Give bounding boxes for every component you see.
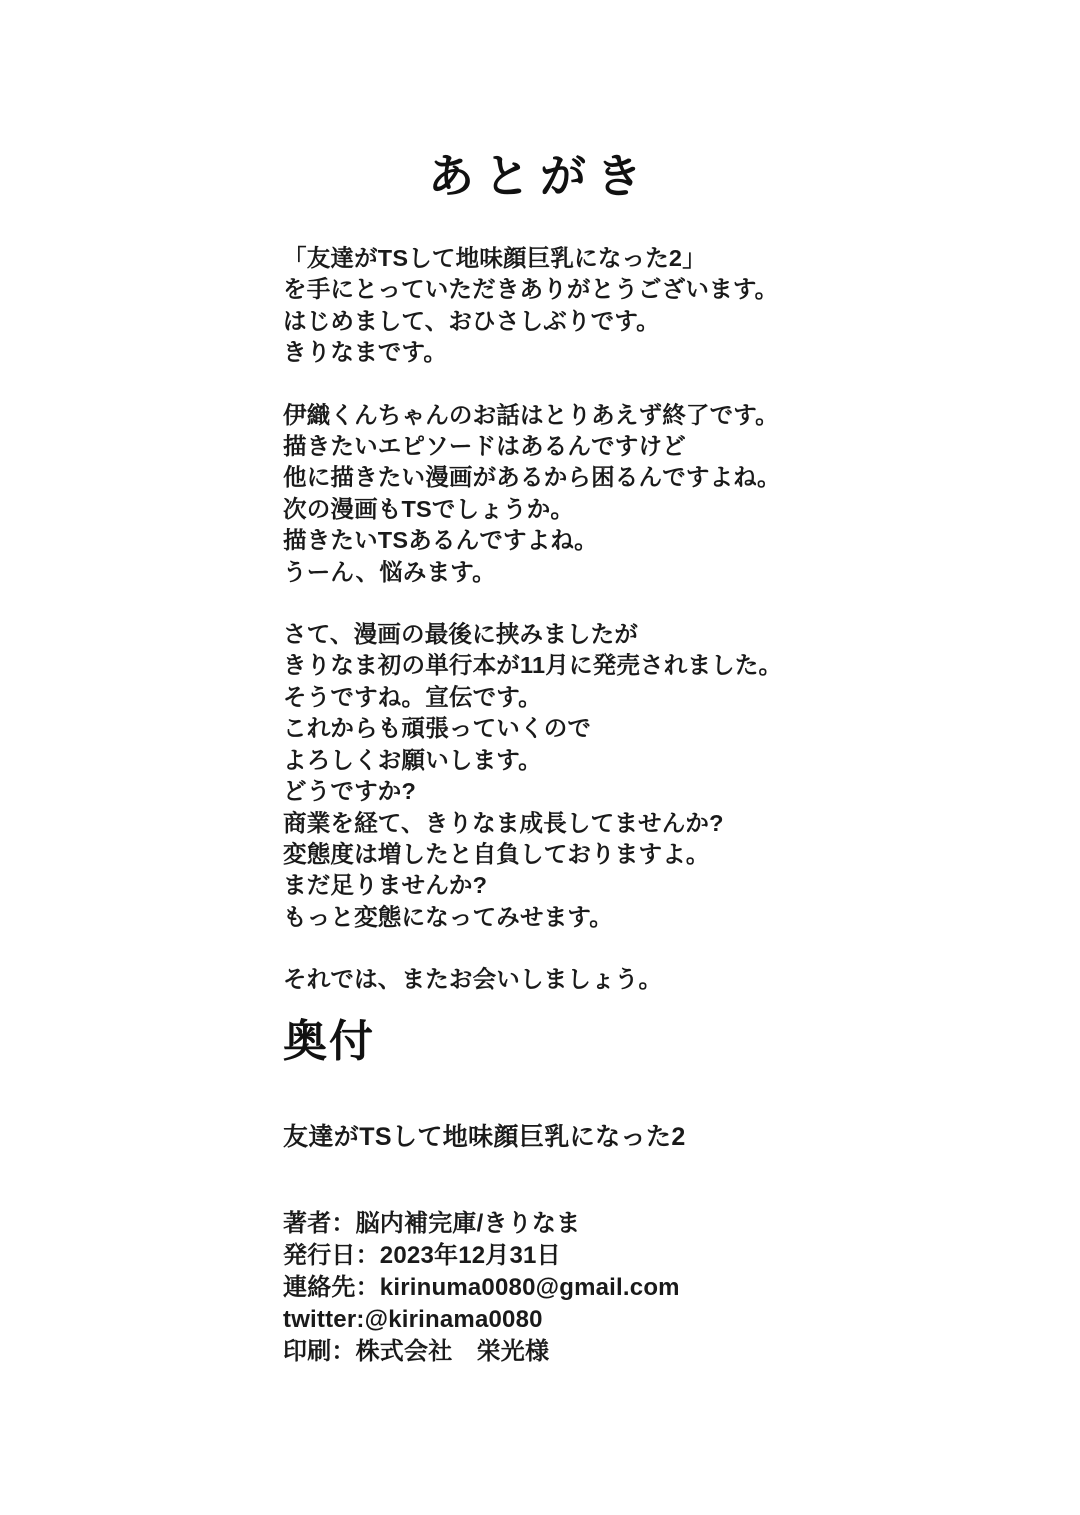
afterword-line: そうですね。宣伝です。 (283, 683, 542, 710)
colophon-publication-date: 発行日：2023年12月31日 (283, 1242, 561, 1269)
afterword-line: どうですか? (283, 778, 417, 805)
afterword-line: それでは、またお会いしましょう。 (283, 966, 663, 993)
afterword-line: もっと変態になってみせます。 (283, 903, 613, 930)
afterword-body (283, 243, 1003, 996)
afterword-line: まだ足りませんか? (283, 872, 488, 899)
colophon-twitter-handle: twitter:@kirinama0080 (283, 1306, 543, 1333)
afterword-line: 変態度は増したと自負しておりますよ。 (283, 840, 710, 867)
afterword-line: これからも頑張っていくので (283, 715, 592, 742)
afterword-line: さて、漫画の最後に挟みましたが (283, 621, 639, 648)
afterword-line: よろしくお願いします。 (283, 746, 542, 773)
afterword-line: 他に描きたい漫画があるから困るんですよね。 (283, 464, 781, 491)
afterword-line: 描きたいエピソードはあるんですけど (283, 433, 686, 460)
colophon-author: 著者：脳内補完庫/きりなま (283, 1210, 581, 1237)
afterword-line: 商業を経て、きりなま成長してませんか? (283, 809, 724, 836)
colophon-contact-email: 連絡先：kirinuma0080@gmail.com (283, 1274, 680, 1301)
afterword-paragraph (283, 243, 1003, 369)
afterword-heading: あとがき (428, 150, 652, 202)
afterword-paragraph (283, 619, 1003, 933)
afterword-line: きりなまです。 (283, 339, 448, 366)
afterword-line: 「友達がTSして地味顔巨乳になった2」 (283, 245, 706, 271)
colophon-printer: 印刷：株式会社 栄光様 (283, 1338, 550, 1365)
afterword-line: うーん、悩みます。 (283, 558, 496, 585)
afterword-line: 伊織くんちゃんのお話はとりあえず終了です。 (283, 401, 779, 428)
afterword-line: 次の漫画もTSでしょうか。 (283, 495, 575, 522)
afterword-paragraph (283, 400, 1003, 588)
afterword-line: を手にとっていただきありがとうございます。 (283, 276, 779, 303)
colophon-details (283, 1208, 680, 1368)
afterword-line: 描きたいTSあるんですよね。 (283, 527, 598, 554)
afterword-paragraph (283, 964, 1003, 995)
colophon-work-title: 友達がTSして地味顔巨乳になった2 (283, 1123, 686, 1151)
afterword-line: はじめまして、おひさしぶりです。 (283, 307, 660, 334)
colophon-heading: 奥付 (283, 1017, 375, 1066)
afterword-line: きりなま初の単行本が11月に発売されました。 (283, 652, 783, 679)
